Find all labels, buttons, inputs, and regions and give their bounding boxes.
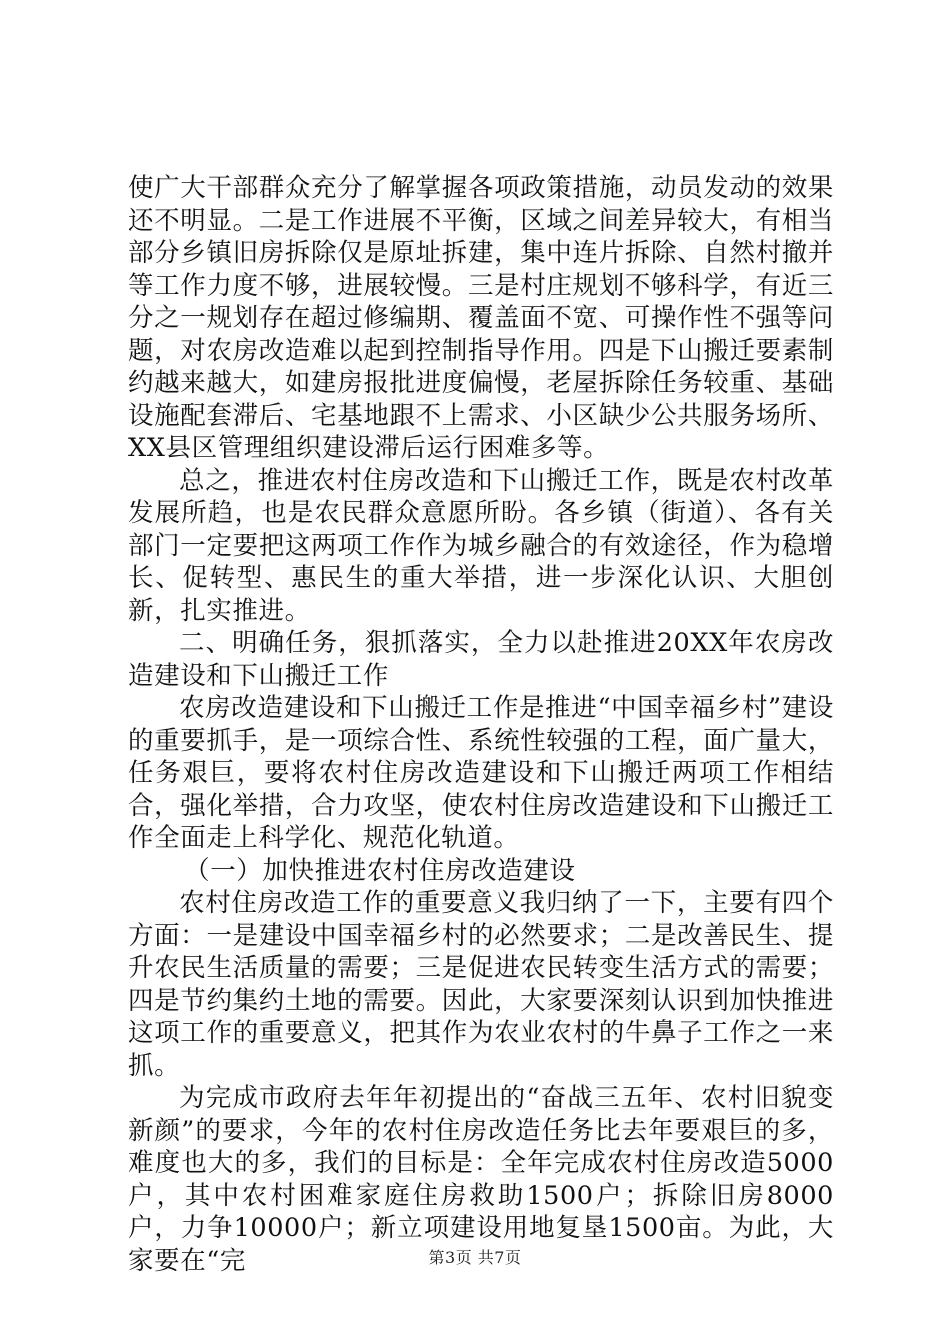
- subsection-heading-one: （一）加快推进农村住房改造建设: [184, 855, 576, 886]
- page-footer: [0, 1245, 950, 1268]
- paragraph-significance: 农村住房改造工作的重要意义我归纳了一下，主要有四个方面：一是建设中国幸福乡村的必然要求；二是改善民生、提升农民生活质量的需要；三是促进农民转变生活方式的需要；四是节约集约土地的需要。因此，大家要深刻认识到加快推进这项工作的重要意义，把其作为农业农村的牛鼻子工作之一来抓。: [128, 888, 834, 1081]
- paragraph-problems-continued: 使广大干部群众充分了解掌握各项政策措施，动员发动的效果还不明显。二是工作进展不平衡，区域之间差异较大，有相当部分乡镇旧房拆除仅是原址拆建，集中连片拆除、自然村撤并等工作力度不够，进展较慢。三是村庄规划不够科学，有近三分之一规划存在超过修编期、覆盖面不宽、可操作性不强等问题，对农房改造难以起到控制指导作用。四是下山搬迁要素制约越来越大，如建房报批进度偏慢，老屋拆除任务较重、基础设施配套滞后、宅基地跟不上需求、小区缺少公共服务场所、XX县区管理组织建设滞后运行困难多等。: [128, 173, 834, 463]
- paragraph-summary: 总之，推进农村住房改造和下山搬迁工作，既是农村改革发展所趋，也是农民群众意愿所盼。各乡镇（街道）、各有关部门一定要把这两项工作作为城乡融合的有效途径，作为稳增长、促转型、惠民生的重大举措，进一步深化认识、大胆创新，扎实推进。: [128, 465, 834, 626]
- section-heading-two: 二、明确任务，狠抓落实，全力以赴推进20XX年农房改造建设和下山搬迁工作: [128, 628, 834, 691]
- document-body: [128, 172, 834, 1277]
- paragraph-targets: 为完成市政府去年年初提出的“奋战三五年、农村旧貌变新颜”的要求，今年的农村住房改造任务比去年要艰巨的多，难度也大的多，我们的目标是：全年完成农村住房改造5000户，其中农村困难家庭住房救助1500户；拆除旧房8000户，力争10000户；新立项建设用地复垦1500亩。为此，大家要在“完: [128, 1083, 834, 1276]
- page-number: 第3页 共7页: [428, 1248, 522, 1267]
- paragraph-section-two-intro: 农房改造建设和下山搬迁工作是推进“中国幸福乡村”建设的重要抓手，是一项综合性、系统性较强的工程，面广量大，任务艰巨，要将农村住房改造建设和下山搬迁两项工作相结合，强化举措，合力攻坚，使农村住房改造建设和下山搬迁工作全面走上科学化、规范化轨道。: [128, 693, 834, 853]
